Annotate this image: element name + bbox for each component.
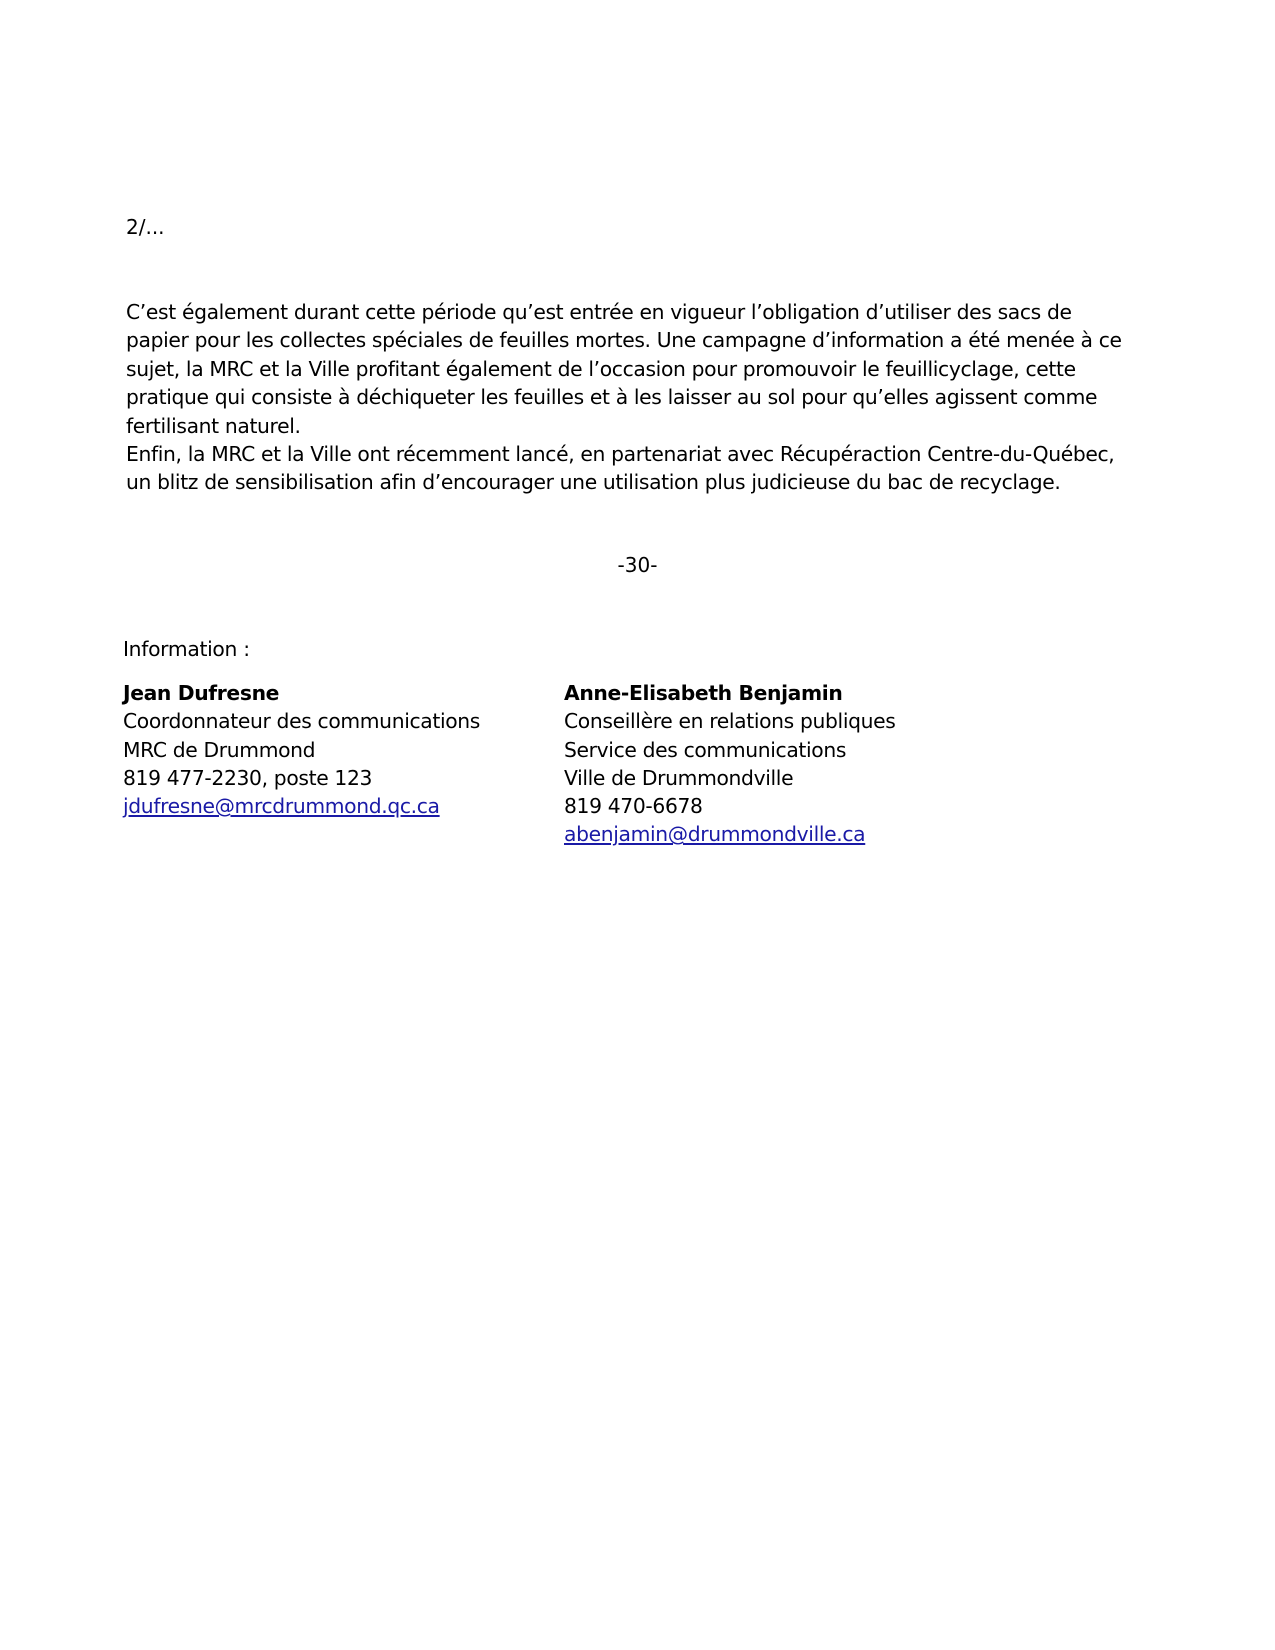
contact-organization: Ville de Drummondville <box>564 765 794 790</box>
end-mark: -30- <box>617 553 658 577</box>
page-reference: 2/... <box>126 215 165 239</box>
contact-organization: MRC de Drummond <box>123 737 316 762</box>
contact-phone: 819 470-6678 <box>564 794 703 819</box>
contact-department: Service des communications <box>564 737 847 762</box>
contact-title: Coordonnateur des communications <box>123 709 481 734</box>
contact-card <box>123 679 480 820</box>
contact-email-link[interactable]: abenjamin@drummondville.ca <box>564 822 866 847</box>
information-label: Information : <box>123 637 250 661</box>
contact-card <box>564 679 896 849</box>
contact-name: Anne-Elisabeth Benjamin <box>564 681 843 705</box>
contact-title: Conseillère en relations publiques <box>564 709 896 734</box>
contact-phone: 819 477-2230, poste 123 <box>123 765 373 790</box>
contact-name: Jean Dufresne <box>123 681 280 705</box>
contact-email-link[interactable]: jdufresne@mrcdrummond.qc.ca <box>123 794 440 819</box>
paragraph: C’est également durant cette période qu’est entrée en vigueur l’obligation d’utiliser des sacs de papier pour les collectes spéciales de feuilles mortes. Une campagne d’information a été menée à ce sujet, la MRC et la Ville profitant également de l’occasion pour promouvoir le feuillicyclage, cette pratique qui consiste à déchiqueter les feuilles et à les laisser au sol pour qu’elles agissent comme fertilisant naturel. <box>126 300 1122 438</box>
paragraph: Enfin, la MRC et la Ville ont récemment lancé, en partenariat avec Récupéraction Centre-du-Québec, un blitz de sensibilisation afin d’encourager une utilisation plus judicieuse du bac de recyclage. <box>126 442 1115 495</box>
